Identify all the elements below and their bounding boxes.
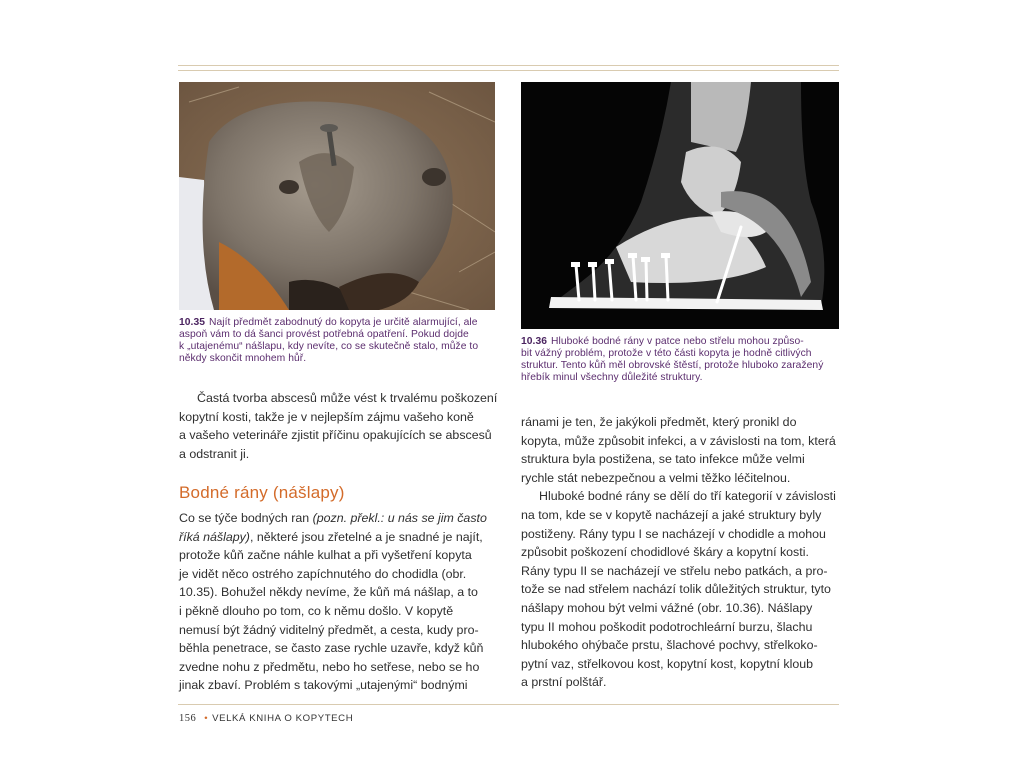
caption-line: někdy skončit mnohem hůř. xyxy=(179,353,307,364)
translator-note: (pozn. překl.: u nás se jim často xyxy=(312,511,487,525)
text-line: Hluboké bodné rány se dělí do tří kategorií v závislosti xyxy=(539,489,836,504)
text-line: a odstranit ji. xyxy=(179,446,250,461)
figure-number: 10.36 xyxy=(521,336,548,347)
text-line: protože kůň začne náhle kulhat a při vyšetření kopyta xyxy=(179,548,472,563)
figure-caption-10-36 xyxy=(521,336,841,384)
text-line: tože se nad střelem nachází tolik důležitých struktur, tyto xyxy=(521,582,831,597)
text-lead: Co se týče bodných ran xyxy=(179,511,313,525)
text-line: Rány typu II se nacházejí ve střelu nebo patkách, a pro- xyxy=(521,563,828,578)
caption-line: struktur. Tento kůň měl obrovské štěstí, protože hluboko zaražený xyxy=(521,360,824,371)
caption-line: Najít předmět zabodnutý do kopyta je určitě alarmující, ale xyxy=(209,317,478,328)
text-line: jinak zbaví. Problém s takovými „utajenými“ bodnými xyxy=(179,678,468,693)
text-line: zvedne nohu z předmětu, nebo ho setřese, nebo se ho xyxy=(179,659,480,674)
page-number: 156 xyxy=(179,713,197,724)
footer-bullet-icon: • xyxy=(204,713,209,724)
text-line: hlubokého ohýbače prstu, šlachové pochvy, střelkoko- xyxy=(521,638,818,653)
text-line: postiženy. Rány typu I se nacházejí v chodidle a mohou xyxy=(521,526,826,541)
text-line: i pěkně dlouho po tom, co k němu došlo. V kopytě xyxy=(179,603,454,618)
text-rest: , některé jsou zřetelné a je snadné je najít, xyxy=(249,529,483,544)
top-rule-secondary xyxy=(178,70,839,71)
text-line: nemusí být žádný viditelný předmět, a cesta, kudy pro- xyxy=(179,622,479,637)
text-line xyxy=(179,509,489,528)
figure-caption-10-35 xyxy=(179,317,499,365)
text-line: rychle stát nebezpečnou a velmi těžko léčitelnou. xyxy=(521,470,791,485)
text-line: způsobit poškození chodidlové škáry a kopytní kosti. xyxy=(521,545,809,560)
hoof-nail-photo xyxy=(179,82,495,310)
page-footer xyxy=(179,713,353,724)
caption-line: bit vážný problém, protože v této části kopyta je hodně citlivých xyxy=(521,348,812,359)
text-line: a prstní polštář. xyxy=(521,675,607,690)
caption-line: k „utajenému“ nášlapu, kdy nevíte, co se skutečně stalo, může to xyxy=(179,341,479,352)
text-line: 10.35). Bohužel někdy nevíme, že kůň má nášlap, a to xyxy=(179,585,478,600)
text-line: kopytní kosti, takže je v nejlepším zájmu vašeho koně xyxy=(179,409,474,424)
footer-rule xyxy=(178,704,839,705)
caption-line: hřebík minul všechny důležité struktury. xyxy=(521,372,703,383)
translator-note: říká nášlapy) xyxy=(179,529,250,544)
book-title: VELKÁ KNIHA O KOPYTECH xyxy=(212,713,354,724)
section-heading: Bodné rány (nášlapy) xyxy=(179,483,345,502)
text-line: běhla penetrace, se často zase rychle uzavře, když kůň xyxy=(179,641,484,656)
text-line: ránami je ten, že jakýkoli předmět, který pronikl do xyxy=(521,415,797,429)
hoof-xray-image xyxy=(521,82,839,329)
top-rule xyxy=(178,65,839,66)
text-line: pytní vaz, střelkovou kost, kopytní kost, kopytní kloub xyxy=(521,656,814,671)
text-line: nášlapy mohou být velmi vážné (obr. 10.36). Nášlapy xyxy=(521,600,813,615)
caption-line: Hluboké bodné rány v patce nebo střelu mohou způso- xyxy=(551,336,804,347)
text-line: je vidět něco ostrého zapíchnutého do chodidla (obr. xyxy=(179,566,467,581)
figure-number: 10.35 xyxy=(179,317,206,328)
text-line: Častá tvorba abscesů může vést k trvalému poškození xyxy=(197,391,498,405)
left-intro-paragraph xyxy=(179,389,497,463)
caption-line: aspoň vám to dá šanci provést potřebná opatření. Pokud dojde xyxy=(179,329,469,340)
text-line: na tom, kde se v kopytě nacházejí a jaké struktury byly xyxy=(521,507,822,522)
text-line: kopyta, může způsobit infekci, a v závislosti na tom, která xyxy=(521,433,836,448)
text-line: struktura byla postižena, se tato infekce může velmi xyxy=(521,452,805,467)
text-line: typu II mohou poškodit podotrochleární burzu, šlachu xyxy=(521,619,813,634)
right-column-text xyxy=(521,413,843,692)
text-line xyxy=(179,528,489,547)
text-line: a vašeho veterináře zjistit příčinu opakujících se abscesů xyxy=(179,428,492,443)
left-main-paragraph xyxy=(179,509,489,695)
